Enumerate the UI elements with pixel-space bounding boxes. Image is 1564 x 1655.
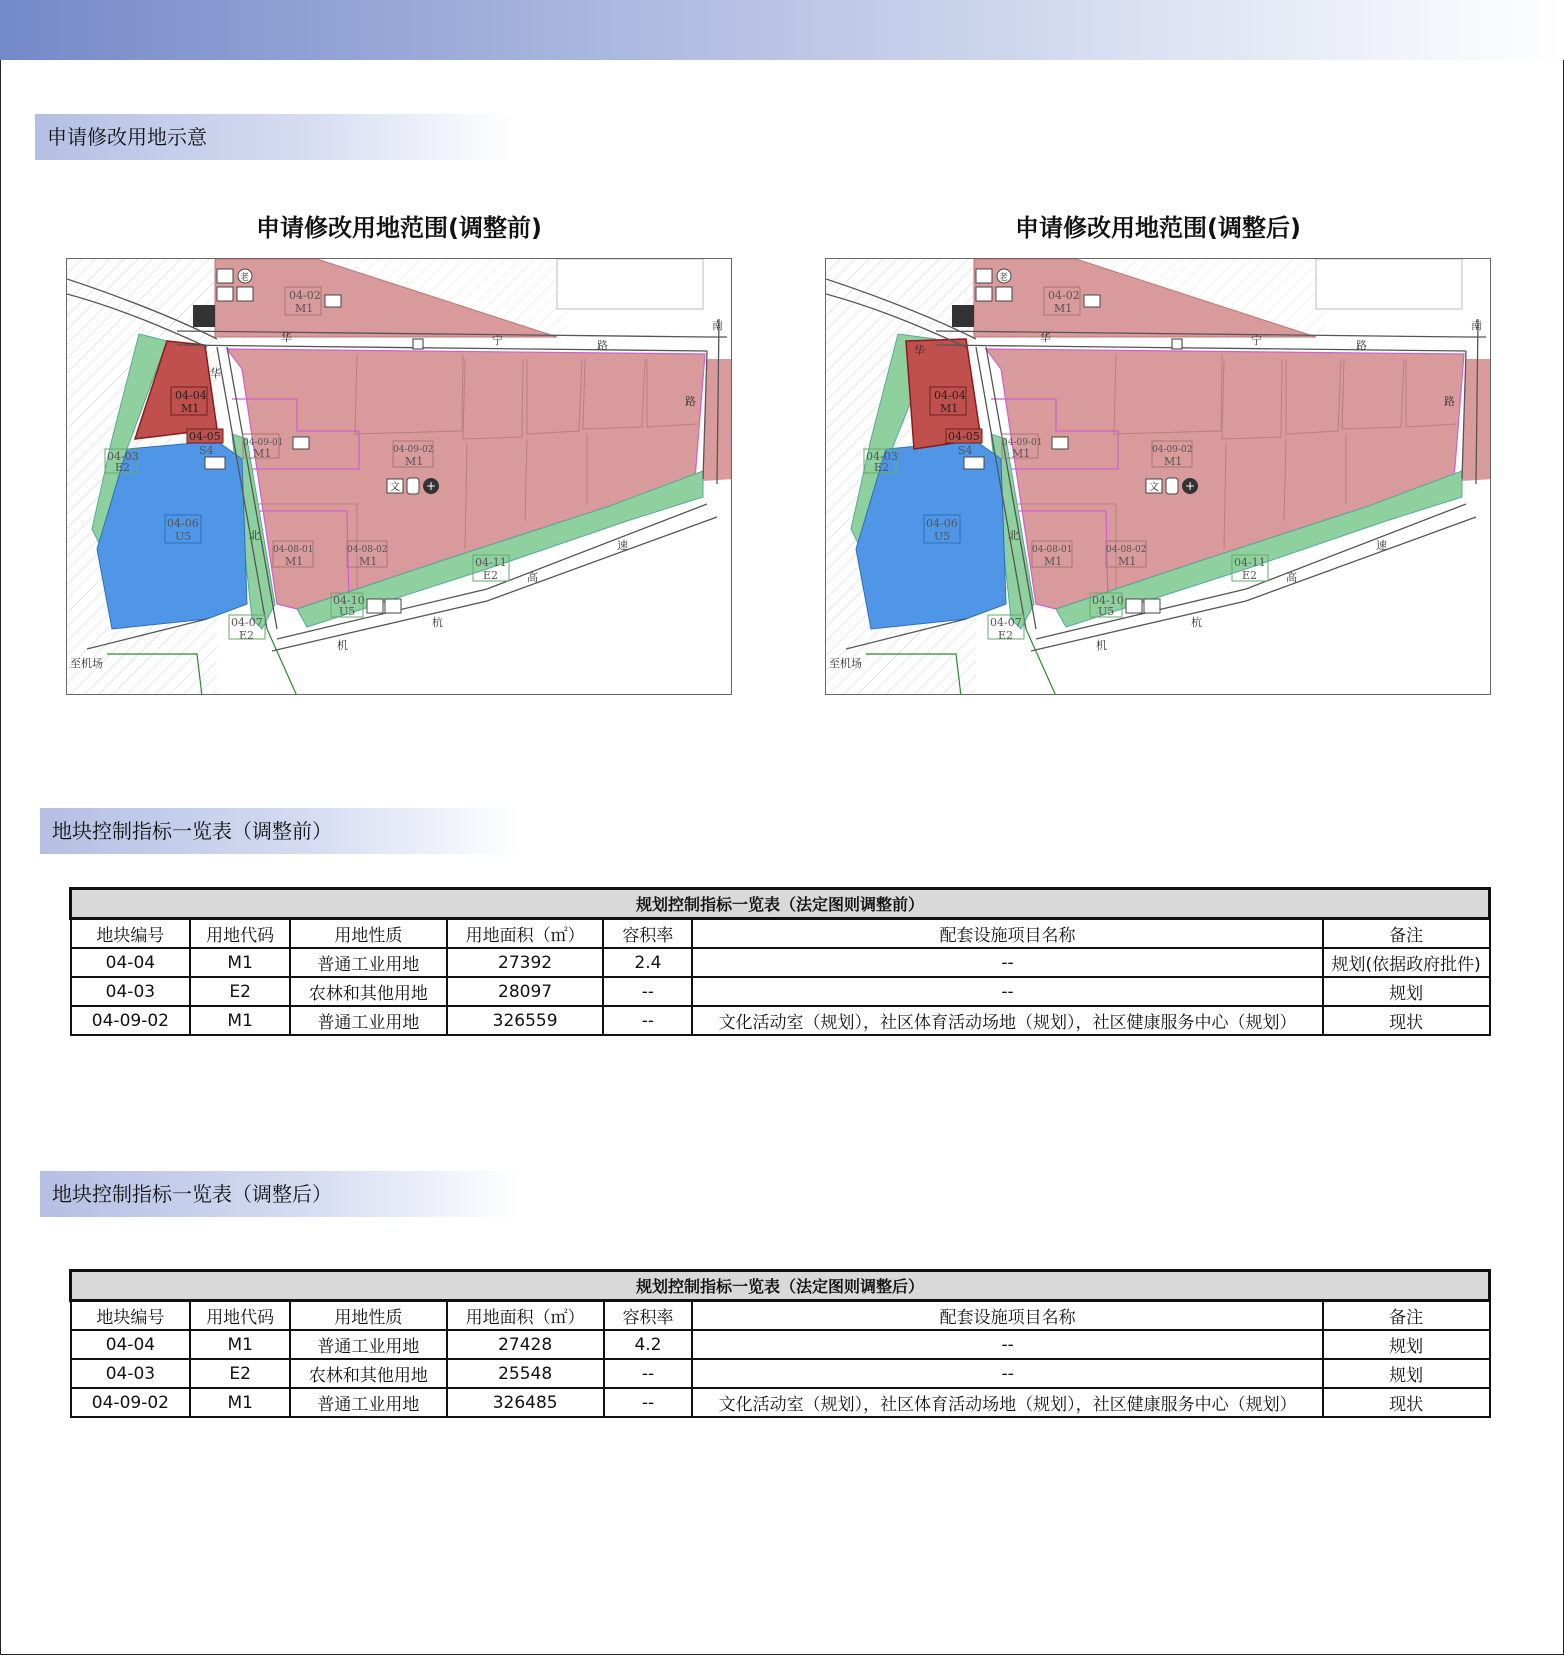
- label-04-06: 04-06: [926, 517, 958, 530]
- table-header-row: [71, 1301, 1490, 1331]
- cell-remarks: 现状: [1323, 1006, 1490, 1035]
- cell-facilities: 文化活动室（规划），社区体育活动场地（规划），社区健康服务中心（规划）: [692, 1388, 1322, 1417]
- road-label-hua: 华: [1040, 331, 1051, 344]
- facility-culture-label: 文: [390, 482, 400, 493]
- label-04-09-01-code: M1: [253, 447, 272, 460]
- facility-icon-04-05: [964, 457, 984, 469]
- road-label-ji: 机: [1096, 639, 1107, 652]
- section-title-map: [35, 114, 515, 160]
- road-label-gao: 高: [527, 571, 538, 584]
- label-04-05-code: S4: [958, 444, 973, 457]
- facility-triangle-icon: [1126, 599, 1142, 613]
- label-04-07-code: E2: [998, 629, 1014, 642]
- cell-far: --: [604, 1359, 693, 1388]
- facility-elder-label: 老: [999, 273, 1009, 283]
- table-header-row: [71, 919, 1490, 949]
- road-label-ning: 宁: [1251, 334, 1262, 347]
- header-cell: 用地面积（㎡）: [447, 1301, 604, 1331]
- header-cell: 备注: [1323, 1301, 1490, 1331]
- label-04-09-01-code: M1: [1012, 447, 1031, 460]
- blank-lot: [1316, 259, 1462, 309]
- facility-elder-label: 老: [240, 273, 250, 283]
- label-04-11-code: E2: [483, 569, 499, 582]
- cell-area: 326559: [447, 1006, 604, 1035]
- header-cell: 用地代码: [190, 919, 290, 949]
- label-04-09-02: 04-09-02: [393, 445, 434, 455]
- label-04-05: 04-05: [189, 430, 221, 443]
- section-title-before: [40, 808, 520, 854]
- label-04-05-code: S4: [199, 444, 214, 457]
- road-label-hua-2: 华: [914, 344, 925, 357]
- road-label-nan: 南: [1471, 319, 1482, 332]
- section-title-after-text: 地块控制指标一览表（调整后）: [52, 1182, 332, 1206]
- table-after: [69, 1269, 1491, 1418]
- label-04-08-01: 04-08-01: [273, 545, 314, 555]
- facility-triangle-icon: [367, 599, 383, 613]
- cell-land-code: M1: [190, 1388, 290, 1417]
- table-before: [69, 887, 1491, 1036]
- road-label-hua-2: 华: [210, 367, 221, 380]
- label-04-03-code: E2: [115, 461, 131, 474]
- label-04-10-code: U5: [339, 605, 356, 618]
- table-row: [71, 1006, 1490, 1035]
- label-04-03-code: E2: [874, 461, 890, 474]
- header-cell: 配套设施项目名称: [692, 919, 1322, 949]
- cell-parcel-id: 04-04: [71, 1330, 191, 1359]
- facility-icon-top-4: [996, 287, 1012, 301]
- road-label-lu: 路: [1356, 339, 1367, 352]
- header-cell: 配套设施项目名称: [692, 1301, 1322, 1331]
- cell-remarks: 规划: [1323, 977, 1490, 1006]
- header-cell: 用地面积（㎡）: [447, 919, 604, 949]
- cell-land-use: 普通工业用地: [290, 1006, 447, 1035]
- cell-parcel-id: 04-09-02: [71, 1388, 191, 1417]
- cell-facilities: --: [692, 977, 1322, 1006]
- road-label-su: 速: [1376, 539, 1387, 552]
- cell-area: 28097: [447, 977, 604, 1006]
- cell-far: 2.4: [603, 948, 692, 977]
- header-cell: 备注: [1323, 919, 1490, 949]
- cell-parcel-id: 04-04: [71, 948, 191, 977]
- cell-remarks: 规划: [1323, 1330, 1490, 1359]
- label-04-02-code: M1: [295, 302, 314, 315]
- cell-remarks: 现状: [1323, 1388, 1490, 1417]
- label-04-11-code: E2: [1242, 569, 1258, 582]
- map-before: [66, 258, 732, 695]
- facility-icon-04-10: [1144, 599, 1160, 613]
- road-label-lu-2: 路: [685, 395, 696, 408]
- label-04-03: 04-03: [866, 450, 898, 463]
- cell-facilities: 文化活动室（规划），社区体育活动场地（规划），社区健康服务中心（规划）: [692, 1006, 1322, 1035]
- map-before-title: 申请修改用地范围(调整前): [256, 214, 542, 242]
- label-04-04: 04-04: [934, 389, 966, 402]
- label-04-10: 04-10: [1092, 594, 1124, 607]
- road-label-su: 速: [617, 539, 628, 552]
- road-label-ning: 宁: [492, 334, 503, 347]
- facility-icon-04-10: [385, 599, 401, 613]
- cell-far: --: [603, 1006, 692, 1035]
- cell-land-use: 普通工业用地: [290, 948, 447, 977]
- cell-area: 27428: [447, 1330, 604, 1359]
- road-label-hua: 华: [281, 331, 292, 344]
- label-04-09-02: 04-09-02: [1152, 445, 1193, 455]
- header-cell: 用地性质: [290, 1301, 447, 1331]
- stairs-icon: [1172, 339, 1182, 349]
- label-04-04-code: M1: [181, 402, 200, 415]
- road-label-bei: 北: [1008, 529, 1019, 542]
- label-04-07: 04-07: [990, 616, 1022, 629]
- label-04-05: 04-05: [948, 430, 980, 443]
- facility-health-cross: +: [1185, 479, 1196, 493]
- road-label-hang: 杭: [432, 616, 443, 629]
- header-cell: 容积率: [603, 919, 692, 949]
- table-after-caption: 规划控制指标一览表（法定图则调整后）: [71, 1271, 1490, 1301]
- facility-culture-label: 文: [1149, 482, 1159, 493]
- cell-land-use: 农林和其他用地: [290, 977, 447, 1006]
- label-04-08-01: 04-08-01: [1032, 545, 1073, 555]
- map-after-title: 申请修改用地范围(调整后): [1015, 214, 1301, 242]
- label-04-04-code: M1: [940, 402, 959, 415]
- top-banner: [0, 0, 1564, 60]
- cell-land-use: 农林和其他用地: [290, 1359, 447, 1388]
- label-04-09-01: 04-09-01: [243, 438, 284, 448]
- table-row: [71, 948, 1490, 977]
- label-04-10: 04-10: [333, 594, 365, 607]
- building-marker: [952, 305, 974, 327]
- cell-far: 4.2: [604, 1330, 693, 1359]
- map-after-svg: [826, 259, 1491, 695]
- cell-land-code: E2: [190, 1359, 290, 1388]
- cell-land-use: 普通工业用地: [290, 1388, 447, 1417]
- header-cell: 用地性质: [290, 919, 447, 949]
- cell-area: 25548: [447, 1359, 604, 1388]
- map-before-svg: [67, 259, 732, 695]
- header-cell: 地块编号: [71, 919, 191, 949]
- facility-icon-top-1: [976, 269, 992, 283]
- table-row: [71, 1359, 1490, 1388]
- label-04-04: 04-04: [175, 389, 207, 402]
- cell-area: 326485: [447, 1388, 604, 1417]
- label-04-06-code: U5: [175, 530, 192, 543]
- cell-area: 27392: [447, 948, 604, 977]
- facility-sports-icon: [1166, 478, 1178, 494]
- map-after: [825, 258, 1491, 695]
- facility-icon-top-4: [237, 287, 253, 301]
- cell-land-code: E2: [190, 977, 290, 1006]
- label-04-11: 04-11: [1234, 556, 1266, 569]
- label-04-07-code: E2: [239, 629, 255, 642]
- cell-land-code: M1: [190, 948, 290, 977]
- table-row: [71, 1330, 1490, 1359]
- road-label-gao: 高: [1286, 571, 1297, 584]
- road-label-nan: 南: [712, 319, 723, 332]
- cell-parcel-id: 04-03: [71, 977, 191, 1006]
- facility-icon-04-02: [325, 295, 341, 307]
- facility-icon-04-09-01: [293, 437, 309, 449]
- section-title-map-text: 申请修改用地示意: [47, 125, 207, 149]
- cell-facilities: --: [692, 948, 1322, 977]
- road-label-to-airport: 至机场: [70, 657, 103, 670]
- blank-lot: [557, 259, 703, 309]
- road-label-to-airport: 至机场: [829, 657, 862, 670]
- road-label-lu: 路: [597, 339, 608, 352]
- label-04-08-01-code: M1: [1044, 555, 1063, 568]
- road-label-ji: 机: [337, 639, 348, 652]
- cell-facilities: --: [692, 1330, 1322, 1359]
- facility-icon-top-3: [217, 287, 233, 301]
- facility-icon-04-05: [205, 457, 225, 469]
- cell-remarks: 规划: [1323, 1359, 1490, 1388]
- section-title-after: [40, 1171, 520, 1217]
- label-04-10-code: U5: [1098, 605, 1115, 618]
- table-row: [71, 977, 1490, 1006]
- building-marker: [193, 305, 215, 327]
- label-04-03: 04-03: [107, 450, 139, 463]
- stairs-icon: [413, 339, 423, 349]
- table-before-caption: 规划控制指标一览表（法定图则调整前）: [71, 889, 1490, 919]
- label-04-07: 04-07: [231, 616, 263, 629]
- label-04-02-code: M1: [1054, 302, 1073, 315]
- table-row: [71, 1388, 1490, 1417]
- label-04-06-code: U5: [934, 530, 951, 543]
- cell-far: --: [603, 977, 692, 1006]
- label-04-02: 04-02: [1048, 289, 1080, 302]
- label-04-11: 04-11: [475, 556, 507, 569]
- facility-icon-top-3: [976, 287, 992, 301]
- label-04-09-02-code: M1: [405, 455, 424, 468]
- label-04-08-02-code: M1: [1118, 555, 1137, 568]
- road-label-bei: 北: [249, 529, 260, 542]
- facility-health-cross: +: [426, 479, 437, 493]
- section-title-before-text: 地块控制指标一览表（调整前）: [52, 819, 332, 843]
- cell-far: --: [604, 1388, 693, 1417]
- label-04-06: 04-06: [167, 517, 199, 530]
- road-label-lu-2: 路: [1444, 395, 1455, 408]
- label-04-09-01: 04-09-01: [1002, 438, 1043, 448]
- cell-land-code: M1: [190, 1006, 290, 1035]
- cell-land-use: 普通工业用地: [290, 1330, 447, 1359]
- cell-facilities: --: [692, 1359, 1322, 1388]
- label-04-08-01-code: M1: [285, 555, 304, 568]
- facility-icon-top-1: [217, 269, 233, 283]
- cell-land-code: M1: [190, 1330, 290, 1359]
- header-cell: 地块编号: [71, 1301, 191, 1331]
- facility-icon-04-02: [1084, 295, 1100, 307]
- header-cell: 用地代码: [190, 1301, 290, 1331]
- facility-icon-04-09-01: [1052, 437, 1068, 449]
- label-04-08-02-code: M1: [359, 555, 378, 568]
- cell-parcel-id: 04-03: [71, 1359, 191, 1388]
- label-04-02: 04-02: [289, 289, 321, 302]
- facility-sports-icon: [407, 478, 419, 494]
- label-04-09-02-code: M1: [1164, 455, 1183, 468]
- cell-remarks: 规划(依据政府批件): [1323, 948, 1490, 977]
- label-04-08-02: 04-08-02: [347, 545, 388, 555]
- label-04-08-02: 04-08-02: [1106, 545, 1147, 555]
- road-label-hang: 杭: [1191, 616, 1202, 629]
- header-cell: 容积率: [604, 1301, 693, 1331]
- cell-parcel-id: 04-09-02: [71, 1006, 191, 1035]
